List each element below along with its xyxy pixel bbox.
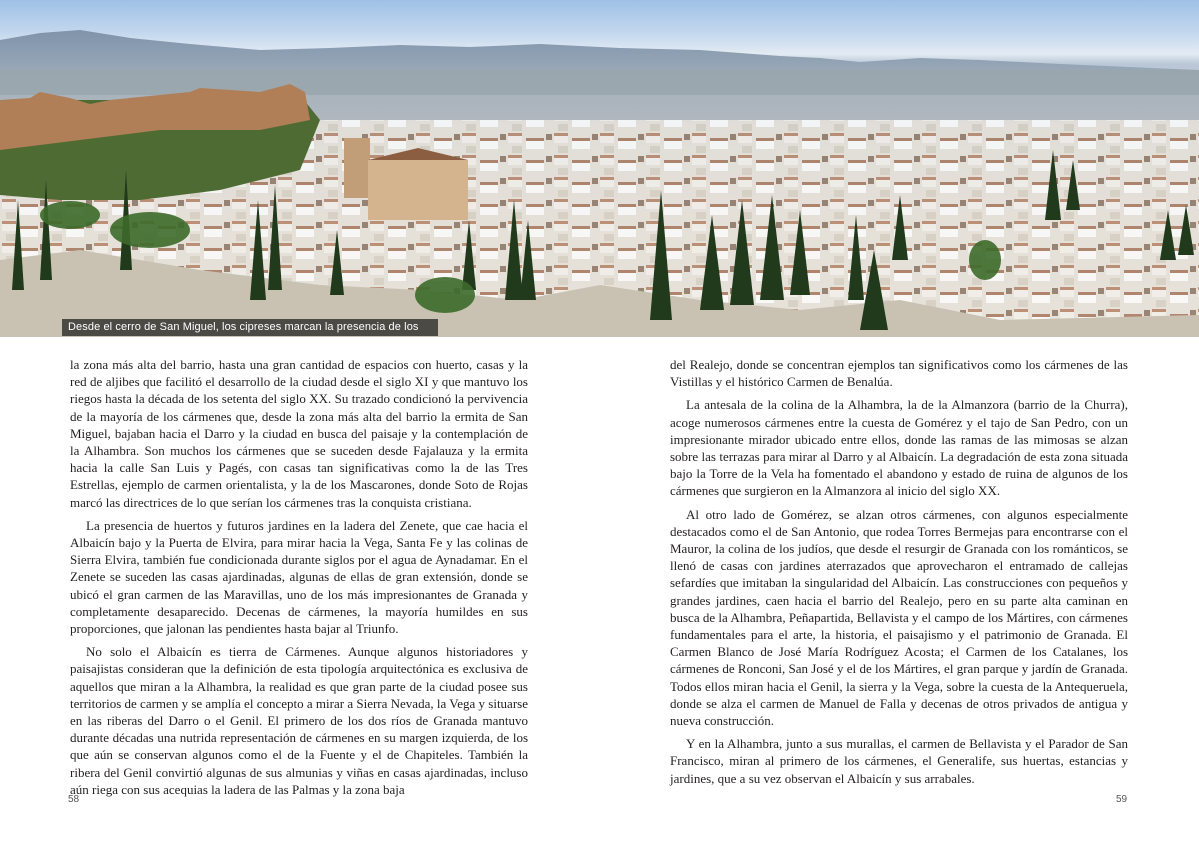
paragraph: La presencia de huertos y futuros jardines en la ladera del Zenete, que cae hacia el Albaicín bajo y la Puerta de Elvira, para mirar hacia la Vega, Santa Fe y las colinas de Sierra Elvira, también fue condicionada durante siglos por el agua de Aynadamar. En el Zenete se suceden las casas ajardinadas, algunas de ellas de gran extensión, donde se ubicó el gran carmen de las Maravillas, uno de los más impresionantes de Granada y completamente desaparecido. Decenas de cármenes, la mayoría humildes en sus proporciones, que jalonan las pendientes hasta bajar al Triunfo. [70, 517, 528, 637]
paragraph: la zona más alta del barrio, hasta una gran cantidad de espacios con huerto, casas y la red de aljibes que facilitó el desarrollo de la ciudad desde el siglo XI y que mantuvo los riegos hasta la década de los setenta del siglo XX. Su trazado condicionó la pervivencia de la mayoría de los cármenes que, desde la zona más alta del barrio la ermita de San Miguel, bajaban hacia el Darro y la ciudad en busca del paisaje y la contemplación de la Alhambra. Son muchos los cármenes que se suceden desde Fajalauza y la ermita hacia la calle San Luis y Pagés, con casas tan significativas como la de las Tres Estrellas, ejemplo de carmen orientalista, y la de los Mascarones, donde Soto de Rojas marcó las directrices de lo que serían los cármenes tras la conquista cristiana. [70, 357, 528, 510]
left-text-column [70, 356, 528, 804]
paragraph: Y en la Alhambra, junto a sus murallas, el carmen de Bellavista y el Parador de San Francisco, miran al primero de los cármenes, el Generalife, sus huertas, estancias y jardines, que a su vez observan el Albaicín y sus arrabales. [670, 736, 1128, 786]
photo-caption: Desde el cerro de San Miguel, los cipreses marcan la presencia de los cármenes [62, 319, 438, 336]
right-text-column [670, 356, 1128, 793]
paragraph: Al otro lado de Gomérez, se alzan otros cármenes, con algunos especialmente destacados como el de San Antonio, que rodea Torres Bermejas para encontrarse con el Mauror, la colina de los judíos, que desde el resurgir de Granada con los románticos, se llenó de casas con jardines aterrazados que aprovecharon el entramado de callejas sefardíes que imitaban la singularidad del Albaicín. Las construcciones con pequeños y grandes jardines, caen hacia el barrio del Realejo, pero en su parte alta caminan en busca de la Alhambra, Peñapartida, Bellavista y el campo de los Mártires, con cármenes fundamentales para el arte, la historia, el paisajismo y el patrimonio de Granada. El Carmen Blanco de José María Rodríguez Acosta; el Carmen de los Catalanes, los cármenes de Ronconi, San José y el de los Mártires, el gran parque y jardín de Granada. Todos ellos miran hacia el Genil, la sierra y la Vega, sobre la cuesta de la Antequeruela, donde se alza el carmen de Manuel de Falla y decenas de otros privados de antigua y nueva construcción. [670, 506, 1128, 729]
panorama-illustration [0, 0, 1199, 337]
page-number-right: 59 [1116, 794, 1128, 805]
page-number-left: 58 [68, 794, 80, 805]
paragraph: No solo el Albaicín es tierra de Cármenes. Aunque algunos historiadores y paisajistas consideran que la definición de esta tipología arquitectónica es exclusiva de aquellos que miran a la Alhambra, la realidad es que gran parte de la ciudad posee sus territorios de carmen y se amplía el concepto a mirar a Sierra Nevada, la Vega y situarse en las riberas del Darro o el Genil. El primero de los dos ríos de Granada mantuvo durante décadas una nutrida representación de cármenes en su margen izquierda, de los que aún se conservan algunos como el de la Fuente y el de Chapiteles. También la ribera del Genil convirtió algunas de sus almunias y viñas en casas ajardinadas, incluso aún riega con sus acequias la ladera de las Palmas y la zona baja [70, 644, 528, 797]
paragraph: del Realejo, donde se concentran ejemplos tan significativos como los cármenes de las Vistillas y el histórico Carmen de Benalúa. [670, 357, 1128, 390]
photo-panorama [0, 0, 1199, 350]
paragraph: La antesala de la colina de la Alhambra, la de la Almanzora (barrio de la Churra), acoge numerosos cármenes entre la cuesta de Gomérez y el tajo de San Pedro, con un impresionante mirador ubicado entre ellos, donde las ramas de las mimosas se alzan sobre las terrazas para mirar al Darro y al Albaicín. La degradación de esta zona situada bajo la Torre de la Vela ha fomentado el abandono y estado de ruina de algunos de los cármenes que surgieron en la Almanzora al inicio del siglo XX. [670, 397, 1128, 499]
